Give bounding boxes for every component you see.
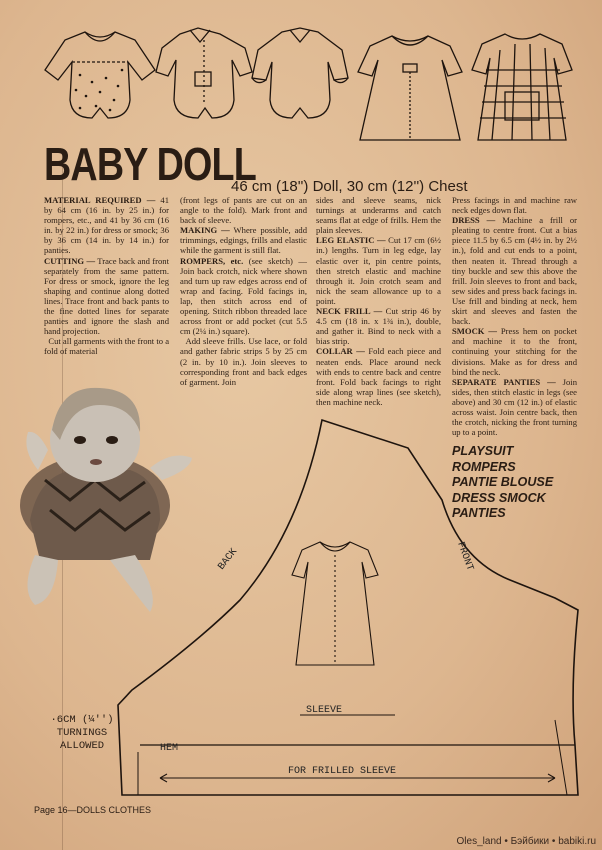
page-footer: Page 16—DOLLS CLOTHES xyxy=(34,805,152,815)
garment-item: PLAYSUIT xyxy=(452,444,514,458)
garment-item: PANTIES xyxy=(452,506,506,521)
watermark: Oles_land • Бэйбики • babiki.ru xyxy=(456,836,596,847)
garment-item: ROMPERS xyxy=(452,459,516,474)
pattern-label-sleeve: SLEEVE xyxy=(306,705,343,716)
pattern-dress-sketch xyxy=(292,542,378,665)
turnings-note: ·6CM (¼'') TURNINGS ALLOWED xyxy=(50,714,114,752)
instructions-column-4: Press facings in and machine raw neck edges down flat. DRESS — Machine a frill or pleating to centre front. Cut a bias piece 11.5 by 6.5 cm (4½ in. by 2½ in.), fold and cut ends to a point, then neaten it. Thread through a tiny buckle and sew this above the frill. Join sleeves to front and back, sew sides and press back facings in. Use frill and binding at neck, hem skirt and sleeves and fasten the back. SMOCK — Press hem on pocket and machine it to the front, continuing your stitching for the divisions. Make as for dress and bind the neck. SEPARATE PANTIES — Join sides, then stitch elastic in legs (see above) and 30 cm (12 in.) of elastic across waist. Join centre back, then the crotch, nicking the front turning up to a point. xyxy=(452,195,577,438)
garment-item: PANTIE BLOUSE xyxy=(452,475,554,490)
pattern-label-front: FRONT xyxy=(454,540,475,573)
pattern-label-frilled-sleeve: FOR FRILLED SLEEVE xyxy=(288,766,397,777)
instructions-column-3: sides and sleeve seams, nick turnings at underarms and catch seams flat at edge of frills. Hem the plain sleeves. LEG ELASTIC — Cut 17 cm (6½ in.) lengths. Turn in leg edge, lay elastic over it, pin centre points, then stretch elastic and machine through it. Join crotch seam and nick the seam allowance up to a point. NECK FRILL — Cut strip 46 by 4.5 cm (18 in. x 1¾ in.), double, and gather it. Bind to neck with a bias strip. COLLAR — Fold each piece and neaten ends. Place around neck with ends to centre back and centre front. Fold back facings to right side along wrap lines (see sketch), then machine neck. xyxy=(316,195,441,407)
pattern-label-back: BACK xyxy=(216,546,240,573)
instructions-column-2: (front legs of pants are cut on an angle to the fold). Mark front and back of sleeve. MAKING — Where possible, add trimmings, edgings, frills and elastic while the garment is still flat. ROMPERS, etc. (see sketch) — Join back crotch, nick where shown and turn up raw edges across end of wrap and facing. Fold facings in, lap, then stitch across end of opening. Stitch ribbon threaded lace across front or add pocket (cut 5.5 cm (2¼ in.) square). Add sleeve frills. Use lace, or fold and gather fabric strips 5 by 25 cm (2 in. by 10 in.). Join sleeves to corresponding front and back edges of garment. Join xyxy=(180,195,307,387)
instructions-column-1: MATERIAL REQUIRED — 41 by 64 cm (16 in. by 25 in.) for rompers, etc., and 41 by 36 cm (16 in. by 22 in.) for dress or smock; 36 by 36 cm (14 in. by 14 in.) for panties. CUTTING — Trace back and front separately from the same pattern. For dress or smock, ignore the leg shaping and continue along dotted lines. Trace front and back pants to the fine dotted lines for separate panties and ignore the slash and hand projection. Cut all garments with the front to a fold of material xyxy=(44,195,170,357)
page-subtitle: 46 cm (18'') Doll, 30 cm (12'') Chest xyxy=(231,178,468,195)
garment-item: DRESS SMOCK xyxy=(452,490,546,505)
page-title: BABY DOLL xyxy=(44,138,256,190)
pattern-label-hem: HEM xyxy=(160,743,179,754)
